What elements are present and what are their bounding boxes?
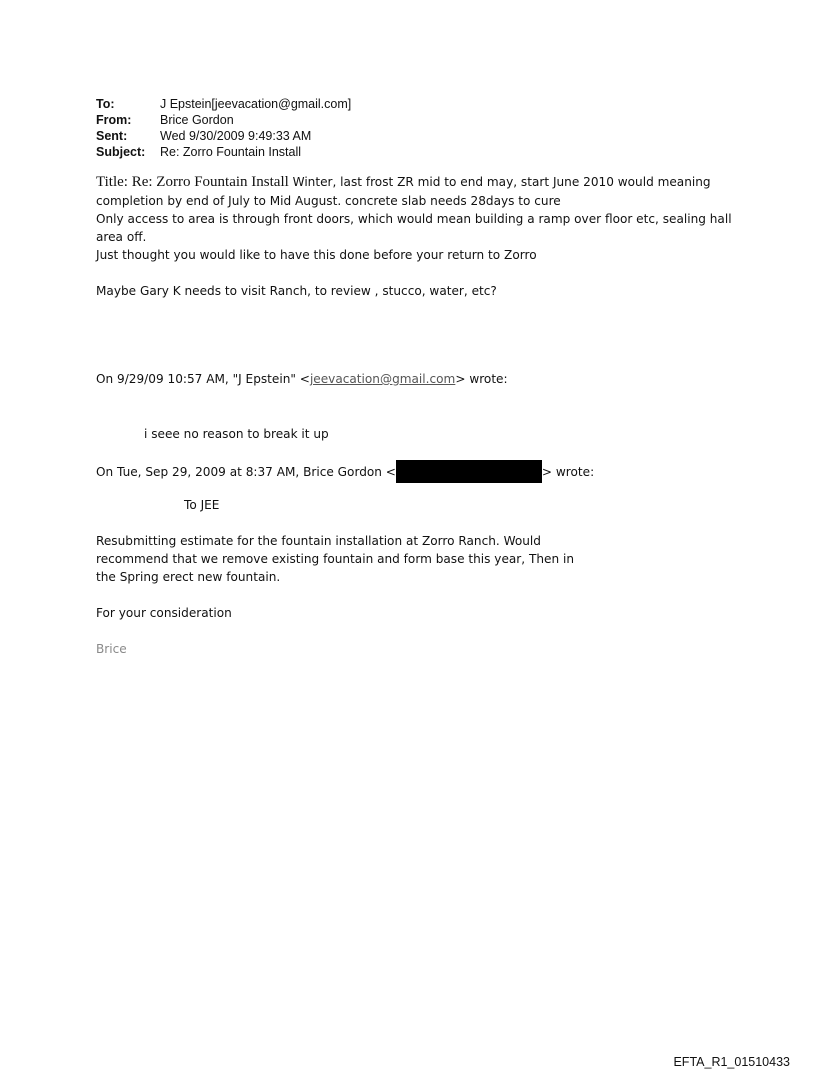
quote2-signature: Brice <box>96 642 127 656</box>
redaction-block <box>396 460 542 483</box>
quote2-greeting: To JEE <box>184 498 220 512</box>
message-line-2: completion by end of July to Mid August. concrete slab needs 28days to cure <box>96 194 561 208</box>
quote1-intro-suffix: > wrote: <box>455 372 508 386</box>
message-line-3: Only access to area is through front doors, which would mean building a ramp over floor etc, sealing hall <box>96 212 732 226</box>
quote1-email-link[interactable]: jeevacation@gmail.com <box>309 372 456 386</box>
subject-row <box>96 144 351 160</box>
quote2-para1-line1: Resubmitting estimate for the fountain installation at Zorro Ranch. Would <box>96 534 541 548</box>
subject-label: Subject: <box>96 145 146 159</box>
quote2-intro-prefix: On Tue, Sep 29, 2009 at 8:37 AM, Brice Gordon < <box>96 465 396 479</box>
message-line-5: Just thought you would like to have this done before your return to Zorro <box>96 248 537 262</box>
quote2-intro <box>96 461 594 484</box>
message-line-4: area off. <box>96 230 147 244</box>
from-value: Brice Gordon <box>160 113 234 127</box>
document-id: EFTA_R1_01510433 <box>673 1055 790 1069</box>
sent-label: Sent: <box>96 129 128 143</box>
message-line-6: Maybe Gary K needs to visit Ranch, to review , stucco, water, etc? <box>96 284 497 298</box>
message-title: Title: Re: Zorro Fountain Install <box>96 174 289 190</box>
quote2-intro-suffix: > wrote: <box>541 465 595 479</box>
quote2-para1-line3: the Spring erect new fountain. <box>96 570 281 584</box>
to-label: To: <box>96 97 115 111</box>
quote2-consideration: For your consideration <box>96 606 232 620</box>
to-row <box>96 96 351 112</box>
from-label: From: <box>96 113 132 127</box>
subject-value: Re: Zorro Fountain Install <box>160 145 302 159</box>
quote1-intro <box>96 371 508 389</box>
from-row <box>96 112 351 128</box>
sent-row <box>96 128 351 144</box>
message-line-1-text: Winter, last frost ZR mid to end may, start June 2010 would meaning <box>288 175 711 189</box>
email-header <box>96 96 351 160</box>
quote2-para1-line2: recommend that we remove existing fountain and form base this year, Then in <box>96 552 574 566</box>
to-value: J Epstein[jeevacation@gmail.com] <box>160 97 352 111</box>
quote1-reply: i seee no reason to break it up <box>144 427 329 441</box>
quote1-intro-prefix: On 9/29/09 10:57 AM, "J Epstein" < <box>96 372 310 386</box>
sent-value: Wed 9/30/2009 9:49:33 AM <box>160 129 312 143</box>
message-line-1 <box>96 174 711 192</box>
